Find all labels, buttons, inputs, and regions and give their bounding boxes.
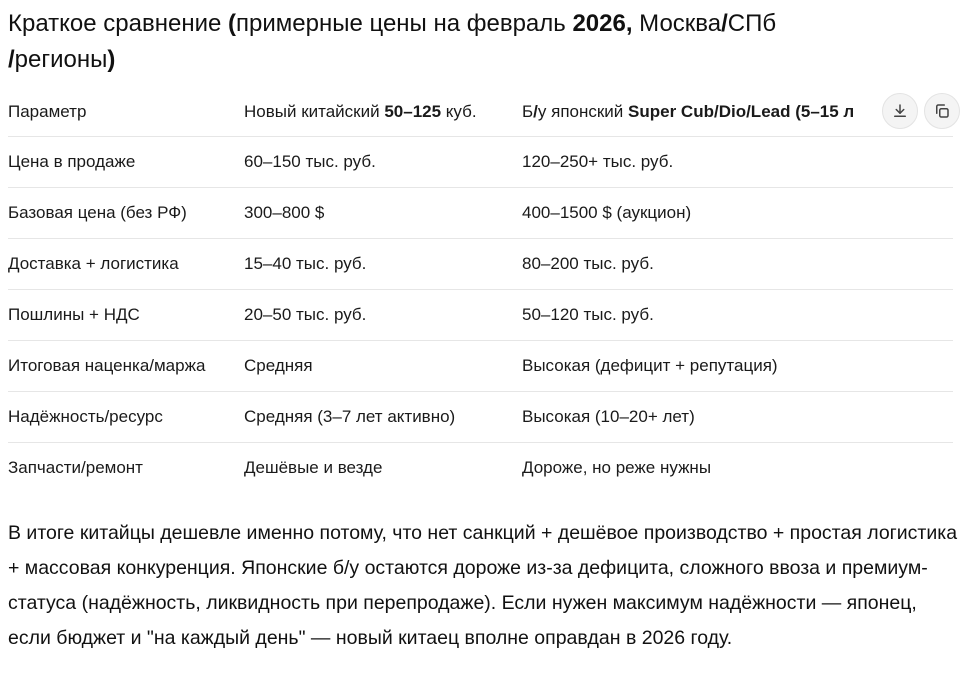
- header-text: у японский: [537, 102, 629, 121]
- heading-part: регионы: [14, 46, 108, 73]
- heading-paren-close: ): [107, 46, 116, 73]
- table-cell: Запчасти/ремонт: [8, 458, 143, 477]
- table-cell: 120–250+ тыс. руб.: [522, 137, 953, 188]
- table-cell: Средняя: [244, 341, 522, 392]
- heading-part: Краткое сравнение: [8, 10, 228, 37]
- header-text: Новый китайский: [244, 102, 385, 121]
- table-cell: Высокая (10–20+ лет): [522, 392, 953, 443]
- table-cell: 15–40 тыс. руб.: [244, 239, 522, 290]
- comparison-table-container[interactable]: [8, 88, 953, 494]
- table-cell: 80–200 тыс. руб.: [522, 239, 953, 290]
- table-cell: Высокая (дефицит + репутация): [522, 341, 953, 392]
- table-cell: Цена в продаже: [8, 137, 244, 188]
- header-text: куб.: [441, 102, 477, 121]
- heading-slash: /: [8, 46, 15, 73]
- header-bold: /: [533, 102, 538, 121]
- table-row: [8, 341, 953, 392]
- heading-part: Москва: [632, 10, 722, 37]
- copy-icon: [933, 102, 951, 120]
- table-cell: 50–120 тыс. руб.: [522, 290, 953, 341]
- table-cell: Надёжность/ресурс: [8, 392, 244, 443]
- header-parameter: Параметр: [8, 88, 244, 137]
- header-bold: 50–125: [384, 102, 442, 121]
- heading-paren-open: (: [228, 10, 236, 37]
- download-icon: [891, 102, 909, 120]
- section-heading: [8, 6, 908, 78]
- table-row: [8, 290, 953, 341]
- table-cell: Дороже, но реже нужны: [522, 458, 712, 477]
- table-cell: Базовая цена (без РФ): [8, 188, 244, 239]
- heading-part: СПб: [727, 10, 777, 37]
- table-cell: 300–800 $: [244, 188, 522, 239]
- header-text: Б: [522, 102, 534, 121]
- table-row: [8, 392, 953, 443]
- header-new-chinese: [244, 88, 522, 137]
- summary-paragraph: В итоге китайцы дешевле именно потому, что нет санкций + дешёвое производство + простая логистика + массовая конкуренция. Японские б/у остаются дороже из-за дефицита, сложного ввоза и премиум-статуса (надёжность, ликвидность при перепродаже). Если нужен максимум надёжности — японец, если бюджет и "на каждый день" — новый китаец вполне оправдан в 2026 году.: [8, 522, 958, 649]
- table-row: [8, 443, 953, 494]
- heading-slash: /: [721, 10, 728, 37]
- header-bold: Super Cub/Dio/Lead (5–15 л: [628, 102, 855, 121]
- table-cell: 60–150 тыс. руб.: [244, 137, 522, 188]
- heading-part: примерные цены на февраль: [236, 10, 573, 37]
- table-row: [8, 137, 953, 188]
- table-cell: Пошлины + НДС: [8, 290, 244, 341]
- table-cell: 20–50 тыс. руб.: [244, 290, 522, 341]
- table-cell: Итоговая наценка/маржа: [8, 341, 244, 392]
- table-cell: Средняя (3–7 лет активно): [244, 392, 522, 443]
- table-row: [8, 239, 953, 290]
- copy-table-button[interactable]: [924, 93, 960, 129]
- table-header-row: [8, 88, 953, 137]
- table-cell: 400–1500 $ (аукцион): [522, 188, 953, 239]
- table-row: [8, 188, 953, 239]
- download-table-button[interactable]: [882, 93, 918, 129]
- table-cell: Доставка + логистика: [8, 239, 244, 290]
- table-cell: Дешёвые и везде: [244, 458, 383, 477]
- comparison-table: [8, 88, 953, 493]
- heading-year: 2026,: [572, 10, 633, 37]
